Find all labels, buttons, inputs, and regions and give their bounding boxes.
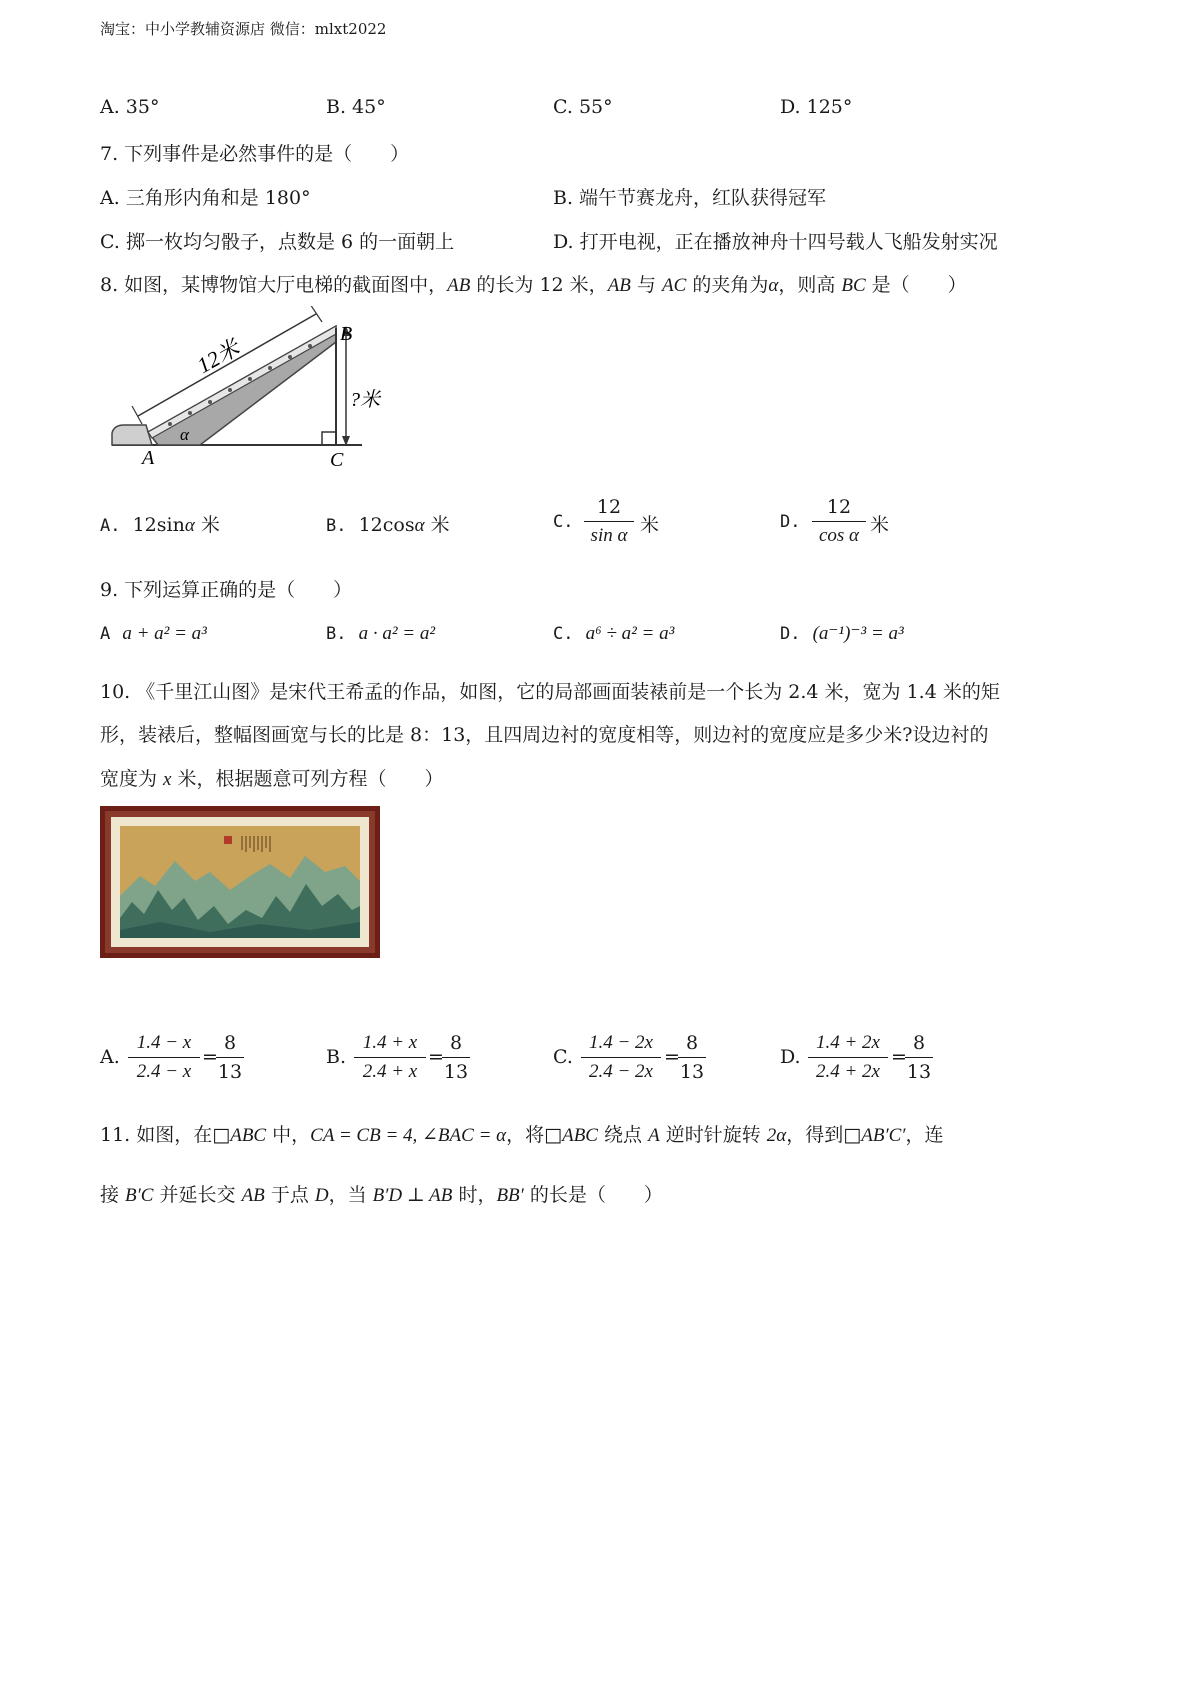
q6-option-d: D. 125° — [780, 96, 853, 118]
q8-option-a: A. 12sinα 米 — [100, 514, 220, 536]
q7-option-b: B. 端午节赛龙舟，红队获得冠军 — [553, 187, 827, 209]
q10-option-b-letter: B. — [326, 1046, 347, 1068]
q7-option-d: D. 打开电视，正在播放神舟十四号载人飞船发射实况 — [553, 231, 998, 253]
label-b: B — [340, 323, 353, 345]
q9-option-c: C. a⁶ ÷ a² = a³ — [553, 623, 675, 644]
label-c: C — [330, 449, 344, 471]
q11-line-1: 11. 如图，在□ABC 中，CA = CB = 4, ∠BAC = α，将□ABC 绕点 A 逆时针旋转 2α，得到□AB′C′，连 — [100, 1124, 944, 1146]
q10-option-d-equals: = — [891, 1046, 907, 1068]
q9-option-b: B. a · a² = a² — [326, 623, 436, 644]
q10-option-a-letter: A. — [100, 1046, 120, 1068]
q8-stem: 8. 如图，某博物馆大厅电梯的截面图中，AB 的长为 12 米，AB 与 AC 的夹角为α，则高 BC 是（ ） — [100, 274, 967, 296]
q8-option-b: B. 12cosα 米 — [326, 514, 450, 536]
label-height: ?米 — [350, 389, 380, 411]
q10-option-d-right-fraction: $\frac{8}{13}$ — [906, 1032, 932, 1083]
q8-option-d-letter: D. — [780, 512, 801, 532]
escalator-handrail — [148, 326, 336, 438]
q9-stem: 9. 下列运算正确的是（ ） — [100, 579, 353, 601]
q6-option-c: C. 55° — [553, 96, 613, 118]
q8-option-c-fraction: $\frac{12}{\text{sin α}}$ — [584, 496, 634, 547]
right-angle-mark — [322, 432, 336, 445]
seal-stamp — [224, 836, 232, 844]
q10-line-2: 形，装裱后，整幅图画宽与长的比是 8：13，且四周边衬的宽度相等，则边衬的宽度应是多少米?设边衬的 — [100, 724, 989, 746]
q6-option-a: A. 35° — [100, 96, 160, 118]
q7-stem: 7. 下列事件是必然事件的是（ ） — [100, 143, 410, 165]
q10-line-3: 宽度为 x 米，根据题意可列方程（ ） — [100, 768, 444, 790]
q10-option-c-letter: C. — [553, 1046, 573, 1068]
q8-option-c-unit: 米 — [640, 514, 660, 536]
q7-option-a: A. 三角形内角和是 180° — [100, 187, 311, 209]
q10-option-b-equals: = — [428, 1046, 444, 1068]
escalator-figure — [100, 306, 390, 476]
q9-option-d: D. (a⁻¹)⁻³ = a³ — [780, 623, 904, 644]
q10-option-a-left-fraction: $\frac{1.4 - x}{2.4 - x}$ — [128, 1032, 200, 1083]
q10-option-a-right-fraction: $\frac{8}{13}$ — [217, 1032, 243, 1083]
q8-option-c-letter: C. — [553, 512, 574, 532]
framed-painting-figure — [100, 806, 380, 958]
escalator-landing — [112, 425, 152, 445]
q10-option-c-left-fraction: $\frac{1.4 - 2x}{2.4 - 2x}$ — [581, 1032, 661, 1083]
q10-option-a-equals: = — [202, 1046, 218, 1068]
q10-line-1: 10. 《千里江山图》是宋代王希孟的作品，如图，它的局部画面装裱前是一个长为 2.4 米，宽为 1.4 米的矩 — [100, 681, 1000, 703]
q10-option-d-left-fraction: $\frac{1.4 + 2x}{2.4 + 2x}$ — [808, 1032, 888, 1083]
q10-option-d-letter: D. — [780, 1046, 801, 1068]
label-a: A — [142, 447, 155, 469]
label-length: 12米 — [192, 334, 244, 379]
page-header: 淘宝：中小学教辅资源店 微信：mlxt2022 — [100, 20, 387, 38]
q9-option-a: A a + a² = a³ — [100, 623, 207, 644]
q8-option-d-fraction: $\frac{12}{\text{cos α}}$ — [812, 496, 866, 547]
q6-option-b: B. 45° — [326, 96, 386, 118]
label-angle: α — [180, 425, 189, 444]
q10-option-b-right-fraction: $\frac{8}{13}$ — [443, 1032, 469, 1083]
q10-option-b-left-fraction: $\frac{1.4 + x}{2.4 + x}$ — [354, 1032, 426, 1083]
q10-option-c-right-fraction: $\frac{8}{13}$ — [679, 1032, 705, 1083]
q11-line-2: 接 B′C 并延长交 AB 于点 D，当 B′D ⊥ AB 时，BB′ 的长是（ ） — [100, 1184, 663, 1206]
q7-option-c: C. 掷一枚均匀骰子，点数是 6 的一面朝上 — [100, 231, 455, 253]
q8-option-d-unit: 米 — [870, 514, 890, 536]
q10-option-c-equals: = — [664, 1046, 680, 1068]
